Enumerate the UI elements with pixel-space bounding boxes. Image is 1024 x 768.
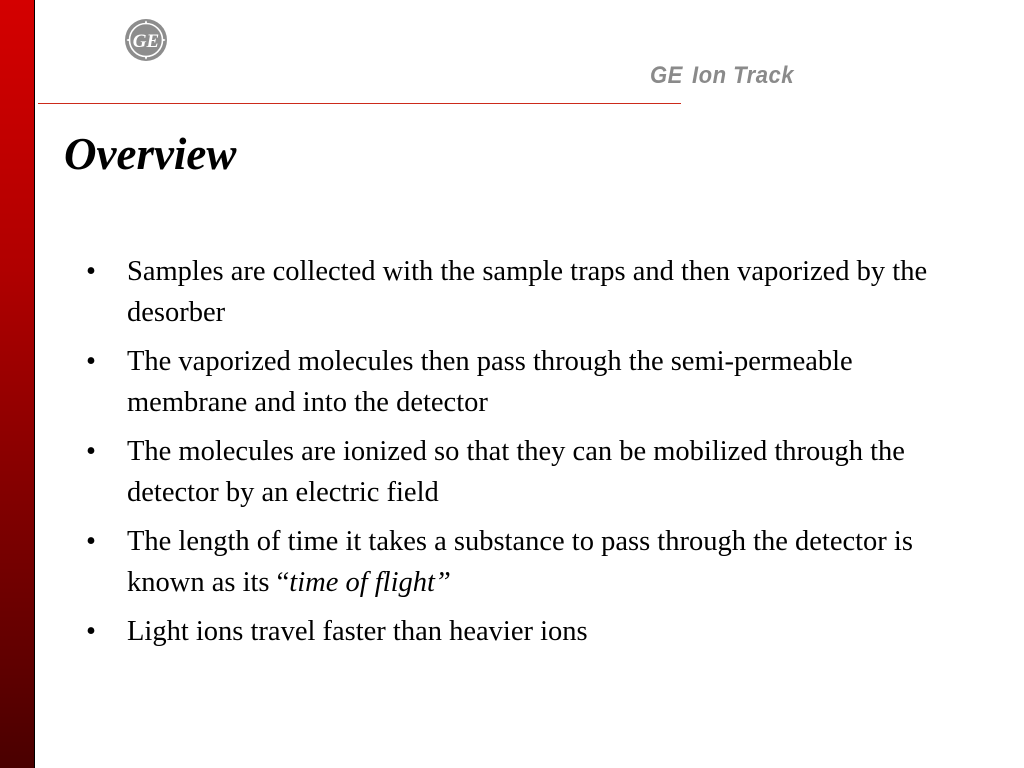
brand-ge: GE <box>650 62 683 89</box>
bullet-dot: • <box>86 526 96 557</box>
bullet-text: The molecules are ionized so that they can be mobilized through the detector by an electric field <box>127 436 905 508</box>
header-divider <box>38 103 681 104</box>
logo-monogram: GE <box>132 31 160 52</box>
slide-title: Overview <box>64 129 237 179</box>
time-of-flight-term: time of flight” <box>289 567 451 598</box>
bullet-list <box>86 251 936 660</box>
bullet-item <box>86 341 936 423</box>
brand-name: Ion Track <box>692 62 794 89</box>
bullet-item <box>86 431 936 513</box>
ge-logo-icon <box>124 18 168 62</box>
bullet-item <box>86 521 936 603</box>
bullet-item <box>86 251 936 333</box>
bullet-text: Samples are collected with the sample traps and then vaporized by the desorber <box>127 256 928 328</box>
bullet-dot: • <box>86 616 96 647</box>
side-accent-bar <box>0 0 35 768</box>
bullet-text-prefix: The length of time it takes a substance to pass through the detector is known as its “ <box>127 526 913 598</box>
brand-wordmark <box>650 62 794 90</box>
bullet-dot: • <box>86 436 96 467</box>
bullet-text: The vaporized molecules then pass through the semi-permeable membrane and into the detector <box>127 346 853 418</box>
bullet-dot: • <box>86 256 96 287</box>
bullet-text <box>127 526 913 598</box>
bullet-item <box>86 611 936 652</box>
bullet-text: Light ions travel faster than heavier ions <box>127 616 588 647</box>
bullet-dot: • <box>86 346 96 377</box>
